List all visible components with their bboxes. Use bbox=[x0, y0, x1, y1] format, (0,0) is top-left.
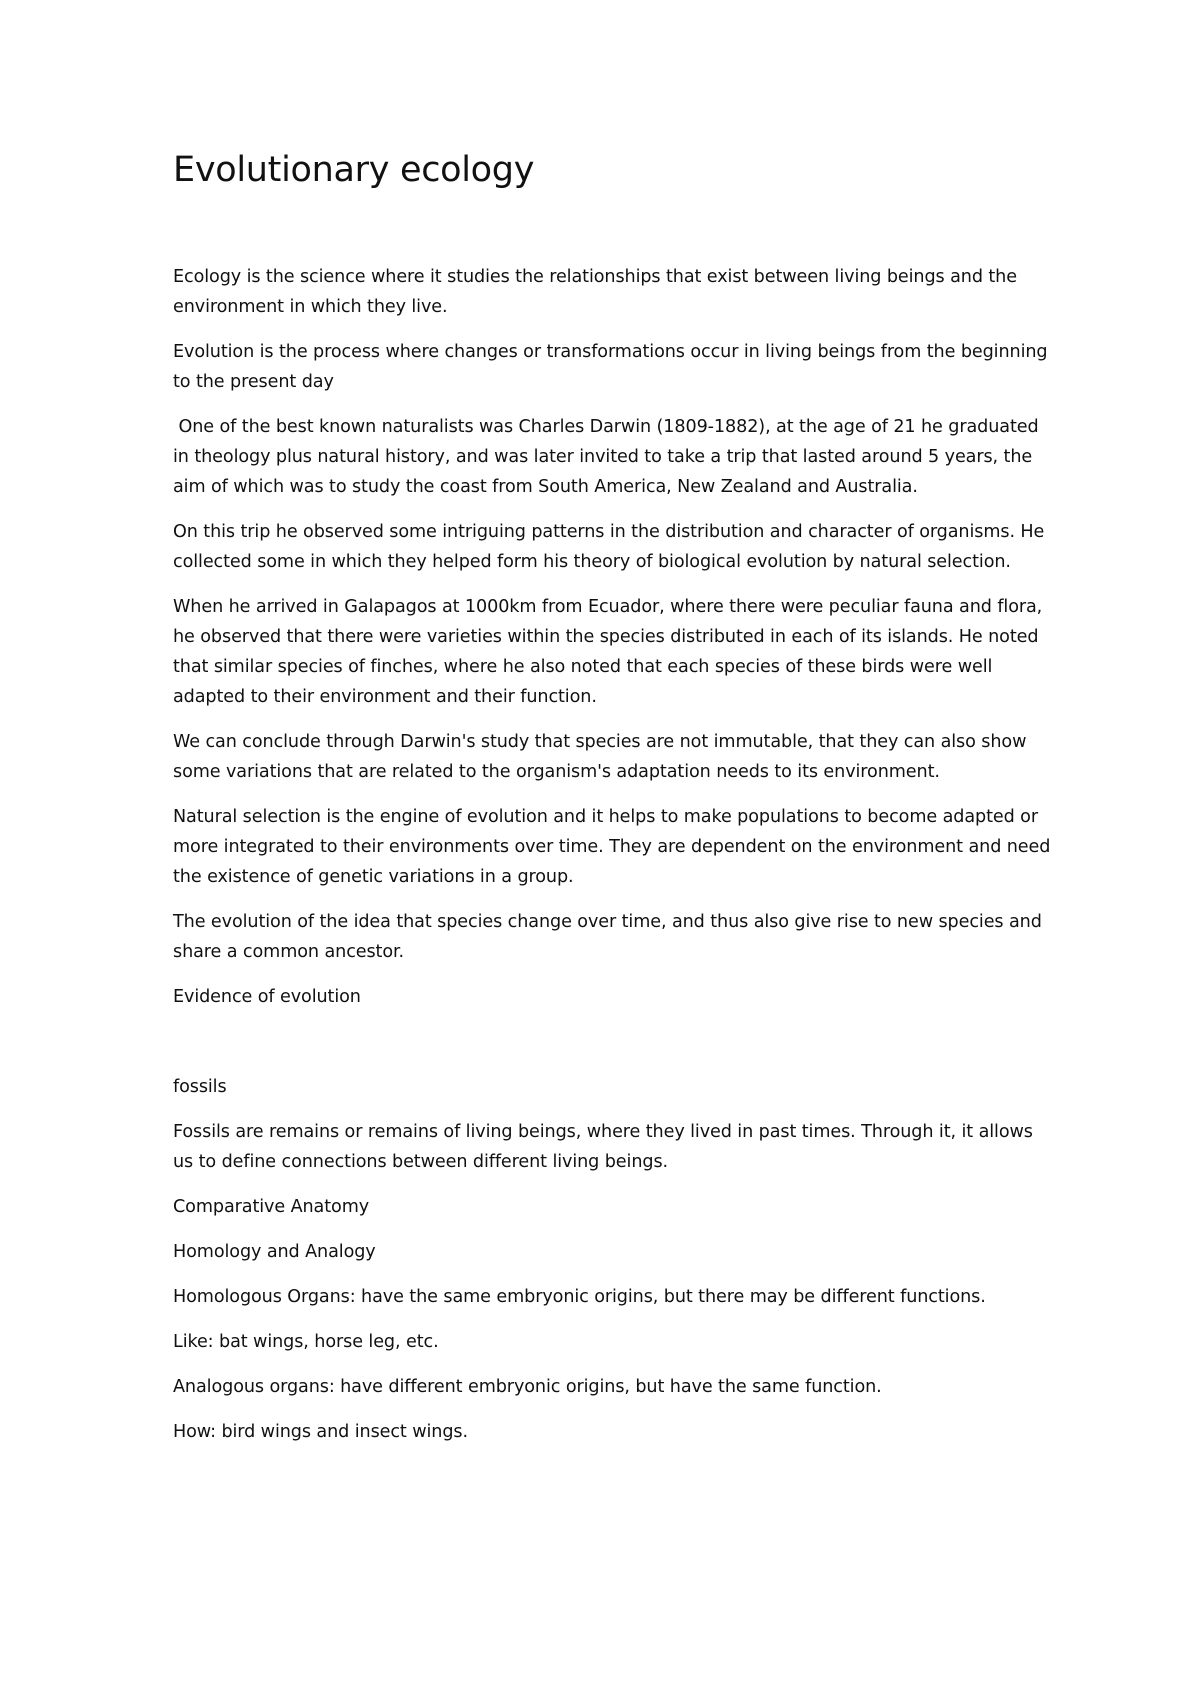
paragraph-species-change: The evolution of the idea that species change over time, and thus also give rise to new species and share a common ancestor. bbox=[173, 912, 1042, 962]
paragraph-homologous-organs: Homologous Organs: have the same embryonic origins, but there may be different functions. bbox=[173, 1287, 986, 1307]
paragraph-analogous-organs: Analogous organs: have different embryonic origins, but have the same function. bbox=[173, 1377, 882, 1397]
paragraph-fossils: Fossils are remains or remains of living beings, where they lived in past times. Through it, it allows us to define connections between different living beings. bbox=[173, 1122, 1033, 1172]
heading-evidence-of-evolution: Evidence of evolution bbox=[173, 987, 361, 1007]
heading-fossils: fossils bbox=[173, 1077, 227, 1097]
paragraph-trip-observations: On this trip he observed some intriguing patterns in the distribution and character of organisms. He collected some in which they helped form his theory of biological evolution by natural selection. bbox=[173, 522, 1045, 572]
document-body bbox=[173, 142, 1053, 1462]
heading-homology-analogy: Homology and Analogy bbox=[173, 1242, 376, 1262]
paragraph-conclusion: We can conclude through Darwin's study that species are not immutable, that they can also show some variations that are related to the organism's adaptation needs to its environment. bbox=[173, 732, 1027, 782]
heading-comparative-anatomy: Comparative Anatomy bbox=[173, 1197, 370, 1217]
document-title: Evolutionary ecology bbox=[173, 150, 535, 190]
paragraph-analogous-examples: How: bird wings and insect wings. bbox=[173, 1422, 468, 1442]
paragraph-evolution-definition: Evolution is the process where changes or transformations occur in living beings from the beginning to the present day bbox=[173, 342, 1048, 392]
paragraph-ecology-definition: Ecology is the science where it studies the relationships that exist between living beings and the environment in which they live. bbox=[173, 267, 1017, 317]
paragraph-galapagos: When he arrived in Galapagos at 1000km from Ecuador, where there were peculiar fauna and flora, he observed that there were varieties within the species distributed in each of its islands. He noted that similar species of finches, where he also noted that each species of these birds were well adapted to their environment and their function. bbox=[173, 597, 1043, 707]
paragraph-natural-selection: Natural selection is the engine of evolution and it helps to make populations to become adapted or more integrated to their environments over time. They are dependent on the environment and need the existence of genetic variations in a group. bbox=[173, 807, 1051, 887]
paragraph-darwin-intro: One of the best known naturalists was Charles Darwin (1809-1882), at the age of 21 he graduated in theology plus natural history, and was later invited to take a trip that lasted around 5 years, the aim of which was to study the coast from South America, New Zealand and Australia. bbox=[173, 417, 1045, 497]
paragraph-homologous-examples: Like: bat wings, horse leg, etc. bbox=[173, 1332, 439, 1352]
